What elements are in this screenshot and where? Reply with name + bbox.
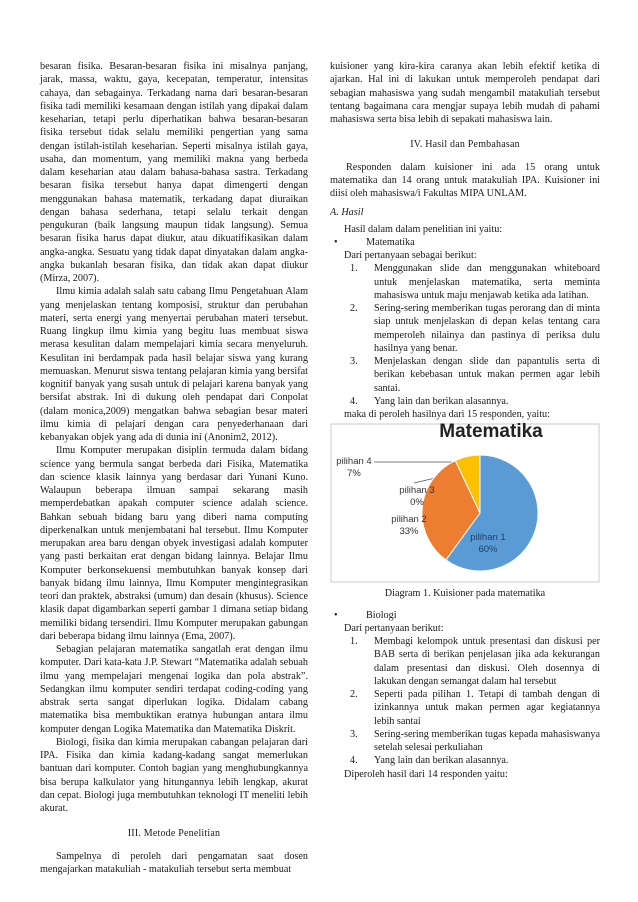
list-item: 2. Seperti pada pilihan 1. Tetapi di tambah dengan di izinkannya untuk makan permen agar kegiatannya lebih santai (350, 689, 600, 727)
pie-chart-svg (330, 423, 600, 583)
list-item: 4. Yang lain dan berikan alasannya. (350, 755, 509, 767)
options-list-bio (330, 635, 600, 768)
list-item: 2. Sering-sering memberikan tugas perorang dan di minta siap untuk menjelaskan di depan kelas tentang cara memperoleh nilainya dan pastinya di periksa dulu hasilnya yang benar. (350, 303, 600, 354)
data-label-pilihan-2: pilihan 2 33% (391, 514, 427, 538)
paragraph-methods: Sampelnya di peroleh dari pengamatan saat dosen mengajarkan matakuliah - matakuliah tersebut serta membuat (40, 850, 308, 875)
results-intro: Hasil dalam dalam penelitian ini yaitu: (344, 223, 503, 235)
bullet-icon: • (334, 236, 338, 248)
data-label-pilihan-3: pilihan 3 0% (399, 485, 435, 509)
options-list-math (330, 262, 600, 408)
bullet-matematika: • Matematika (334, 236, 415, 248)
subsection-heading-results: A. Hasil (330, 207, 364, 219)
list-item: 1. Menggunakan slide dan menggunakan whiteboard untuk menjelaskan matematika, serta meminta mahasiswa untuk maju menjawab ketika ada latihan. (350, 263, 600, 301)
paragraph-respondents: Responden dalam kuisioner ini ada 15 orang untuk matematika dan 14 orang untuk matakuliah IPA. Kuisioner ini diisi oleh mahasiswa/i Fakultas MIPA UNLAM. (330, 161, 600, 199)
paragraph-questionnaire: kuisioner yang kira-kira caranya akan lebih efektif ketika di ajarkan. Hal ini di lakukan untuk memperoleh pendapat dari sebagian mahasiswa yang sudah mengambil matakuliah tersebut tentang bagaimana cara mengjar supaya lebih mudah di pahami mahasiswa serta bisa lebih di sepakati mahasiswa lain. (330, 61, 600, 125)
chart-title: Matematika (439, 421, 543, 443)
paragraph-chemistry: Ilmu kimia adalah salah satu cabang Ilmu Pengetahuan Alam yang menjelaskan tentang komposisi, struktur dan perubahan materi, serta energi yang menyertai perubahan materi tersebut. Ruang lingkup ilmu kimia yang begitu luas membuat siswa merasa kesulitan dalam mempelajari kimia secara menyeluruh. Kesulitan ini berdampak pada hasil belajar siswa yang kurang memuaskan. Menurut siswa tentang pelajaran kimia yang bersifat kognitif banyak yang susah untuk di pelajari karena banyak yang bersifat abstrak. Ini di dukung oleh pendapat dari Conpolat (dalam monica,2009) mengatkan bahwa sebagian besar materi ilmu kimia di pelajari dengan cara penyederhanaan dari kebanyakan objek yang ada di dunia ini (Anonim2, 2012). (40, 286, 308, 443)
paragraph-physics-quantities: besaran fisika. Besaran-besaran fisika ini misalnya panjang, jarak, massa, waktu, gaya, kecepatan, temperatur, intensitas cahaya, dan sebagainya. Terkadang nama dari besaran-besaran fisika tadi memiliki kesamaan dengan istilah yang dipakai dalam keseharian, tetapi perlu diperhatikan bahwa besaran-besaran fisika tersebut tidak selalu memiliki pengertian yang sama dengan istilah-istilah keseharian. Seperti misalnya istilah gaya, usaha, dan momentum, yang memiliki makna yang berbeda dalam keseharian atau dalam bahasa-bahasa sastra. Terkadang besaran fisika tersebut hanya dapat dimengerti dengan menggunakan bahasa matematik, terkadang dapat diuraikan dengan bahasa sederhana, tetapi selalu terkait dengan pengukuran (baik langsung maupun tidak langsung). Semua besaran fisika harus dapat diukur, atau dikuatifikasikan dalam angka-angka. Sesuatu yang tidak dapat dinyatakan dalam angka-angka bukanlah besaran fisika, dan tidak akan dapat diukur (Mirza, 2007). (40, 61, 308, 284)
paragraph-computer-science: Ilmu Komputer merupakan disiplin termuda dalam bidang science yang bermula sangat berbeda dari Fisika, Matematika dan science klasik lainnya yang berdasar dari Yunani Kuno. Walaupun beberapa ilmuan sampai sekarang masih memperdebatkan apakah computer science adalah science. Bahkan sebuah bidang baru yang diberi nama computing diperkenalkan untuk menjembatani hal tersebut. Ilmu Komputer merupakan area baru dengan obyek investigasi adalah komputer yang pasti berkaitan erat dengan bidang lainnya. Belajar Ilmu Komputer berkonsekuensi membutuhkan banyak konsep dari banyak bidang ilmu lainnya, Ilmu Komputer mengintegrasikan teori dan praktek, abstraksi (umum) dan desain (khusus). Science klasik dapat digambarkan seperti gambar 1 dimana setiap bidang memiliki bidang tersendiri. Ilmu Komputer merupakan gabungan dari beberapa bidang ilmu lainnya (Ema, 2007). (40, 445, 308, 642)
section-heading-results: IV. Hasil dan Pembahasan (410, 139, 520, 151)
list-item: 1. Membagi kelompok untuk presentasi dan diskusi per BAB serta di berikan penjelasan jika ada kekurangan dalam presentasi dan diskusi. Oleh dosennya di lakukan dengan semangat dalam hal tersebut (350, 636, 600, 687)
list-item: 3. Sering-sering memberikan tugas kepada mahasiswanya setelah selesai perkuliahan (350, 728, 600, 753)
pie-chart-matematika (330, 423, 600, 583)
list-item: 3. Menjelaskan dengan slide dan papantulis serta di berikan kebebasan untuk makan permen agar lebih santai. (350, 356, 600, 394)
bullet-biologi: • Biologi (334, 609, 397, 621)
diagram-caption: Diagram 1. Kuisioner pada matematika (384, 588, 546, 600)
paragraph-science-it: Biologi, fisika dan kimia merupakan cabangan pelajaran dari IPA. Fisika dan kimia kadang-kadang sangat memerlukan bantuan dari komputer. Contoh bagian yang menghubungkannya bisa berupa kalkulator yang hitungannya lebih lengkap, akurat dan cepat. Biologi juga membutuhkan teknologi IT meneliti lebih akurat. (40, 736, 308, 814)
data-label-pilihan-1: pilihan 1 60% (470, 532, 506, 556)
result-intro-math: maka di peroleh hasilnya dari 15 responden, yaitu: (344, 409, 550, 420)
list-item: 4. Yang lain dan berikan alasannya. (350, 395, 509, 407)
bullet-icon: • (334, 609, 338, 621)
section-heading-methods: III. Metode Penelitian (127, 828, 221, 840)
paragraph-math-computer: Sebagian pelajaran matematika sangatlah erat dengan ilmu komputer. Dari kata-kata J.P. Stewart “Matematika adalah sebuah ilmu yang mempelajari mengenai logika dan pola abstrak”. Sedangkan ilmu komputer sendiri terdapat coding-coding yang abstrak serta sangat diperlukan logika. Didalam cabang matematika bisa membuktikan eratnya hubungan antara ilmu komputer dengan Logika Matematika dan Matematika Diskrit. (40, 644, 308, 735)
data-label-pilihan-4: pilihan 4 7% (336, 456, 372, 480)
right-column (330, 60, 600, 781)
result-intro-bio: Diperoleh hasil dari 14 responden yaitu: (344, 768, 508, 780)
left-column (40, 60, 308, 876)
question-intro-bio: Dari pertanyaan berikut: (344, 622, 444, 634)
question-intro-math: Dari pertanyaan sebagai berikut: (344, 250, 477, 261)
